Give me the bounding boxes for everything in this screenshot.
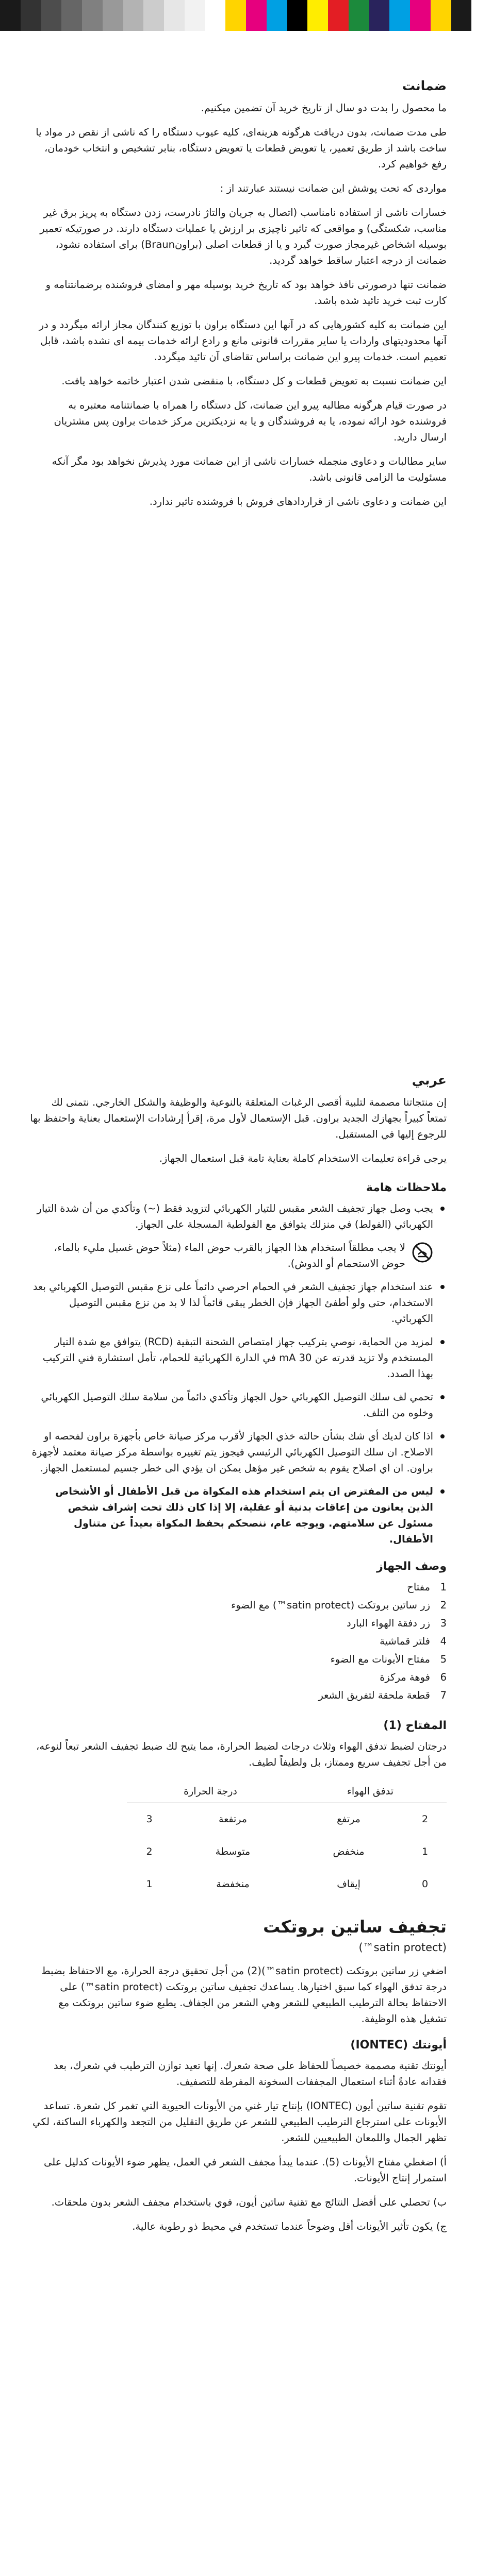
cell: 2	[146, 1846, 153, 1857]
note-item: تحمي لف سلك التوصيل الكهربائي حول الجهاز وتأكدي دائماً من سلامة سلك التوصيل الكهربائي وخلوه من التلف.	[29, 1389, 447, 1421]
color-swatch	[143, 0, 164, 31]
description-item	[29, 1615, 447, 1631]
description-item	[29, 1651, 447, 1667]
note-item-text: لا يجب مطلقاً استخدام هذا الجهاز بالقرب حوض الماء (مثلاً حوض غسيل مليء بالماء، حوض الاستحمام أو الدوش).	[54, 1242, 405, 1269]
col-airflow: تدفق الهواء	[294, 1781, 447, 1803]
table-row	[127, 1868, 447, 1901]
farsi-warranty-section	[29, 77, 447, 518]
farsi-paragraph: این ضمانت و دعاوی ناشی از قراردادهای فروش با فروشنده تاثیر ندارد.	[149, 496, 447, 507]
color-swatch	[267, 0, 287, 31]
cell: منخفض	[333, 1846, 365, 1857]
satin-protect-title: تجفيف ساتين بروتكت	[263, 1917, 447, 1937]
color-swatch	[369, 0, 390, 31]
arabic-intro: يرجى قراءة تعليمات الاستخدام كاملة بعناية تامة قبل استعمال الجهاز.	[159, 1153, 447, 1164]
item-number: 3	[440, 1617, 447, 1629]
note-item: عند استخدام جهاز تجفيف الشعر في الحمام احرصي دائماً على نزع مقبس التوصيل الكهربائي بعد الاستخدام، حتى ولو أطفئ الجهاز فإن الخطر يبقى قائماً لذا لا بد من نزع مقبس التوصيل الكهربائي.	[29, 1279, 447, 1327]
color-swatch	[0, 0, 21, 31]
switch-title: المفتاح (1)	[383, 1719, 447, 1732]
item-number: 7	[440, 1689, 447, 1701]
item-text: مفتاح	[407, 1581, 430, 1593]
color-swatch	[185, 0, 205, 31]
cell: منخفضة	[216, 1878, 250, 1890]
item-text: فوهة مركزة	[380, 1671, 430, 1683]
color-swatch	[82, 0, 103, 31]
description-item	[29, 1597, 447, 1613]
satin-protect-latin: (satin protect™)	[358, 1941, 447, 1954]
note-item: اذا كان لديك أي شك بشأن حالته خذي الجهاز لأقرب مركز صيانة خاص بأجهزة براون لفحصه او الاصلاح. ان سلك التوصيل الكهربائي الرئيسي فيجوز يتم تغييره بواسطة مركز صيانة معتمد لأجهزة براون. ان اي اصلاح يقوم به شخص غير مؤهل يمكن ان يؤدي الى خطر جسيم لمستعمل الجهاز.	[29, 1428, 447, 1476]
color-swatch	[41, 0, 62, 31]
item-text: قطعة ملحقة لتفريق الشعر	[318, 1689, 430, 1701]
color-swatch	[349, 0, 369, 31]
satin-protect-text: اضغي زر ساتين بروتكت (satin protect™)(2) من أجل تحقيق درجة الحرارة، مع الاحتفاظ بضبط درجة تدفق الهواء كما سبق اختيارها. يساعدك تجفيف ساتين بروتكت (satin protect™) على الاحتفاظ بحالة الترطيب الطبيعي للشعر وهي الشعر من الجفاف. يطبع ضوء ساتين بروتكت مع تشغيل هذه الوظيفة.	[41, 1965, 447, 2025]
cell: مرتفعة	[219, 1814, 247, 1825]
note-item: يجب وصل جهاز تجفيف الشعر مقبس للتيار الكهربائي لتزويد فقط (~) وتأكدي من أن شدة التيار الكهربائي (الفولط) في منزلك يتوافق مع الفولطية المسجلة على الجهاز.	[29, 1200, 447, 1232]
cell: مرتفع	[337, 1814, 360, 1825]
table-row	[127, 1803, 447, 1836]
switch-text: درجتان لضبط تدفق الهواء وثلاث درجات لضبط الحرارة، مما يتيح لك ضبط تجفيف الشعر تبعاً لنوعه، من أجل تجفيف سريع وممتاز، بل ولطيفاً لطيف.	[36, 1740, 447, 1768]
color-swatch	[307, 0, 328, 31]
cell: 1	[146, 1878, 153, 1890]
table-row	[127, 1836, 447, 1868]
farsi-paragraph: خسارات ناشی از استفاده نامناسب (اتصال به جریان والتاژ نادرست، زدن دستگاه به پریز برق غیر مناسب، شکستگی) و مواقعی که تاثیر ناچیزی بر ارزش یا عملیات دستگاه دارند. در صورتیکه تعمیر بوسیله اشخاص غیرمجاز صورت گیرد و یا از قطعات اصلی (براونBraun) برای استفاده نشود، ضمانت از درجه اعتبار ساقط خواهد گردید.	[40, 207, 447, 266]
iontec-text: أيونتك تقنية مصممة خصيصاً للحفاظ على صحة شعرك. إنها تعيد توازن الترطيب في شعرك، بعد فقدانه عادةً أثناء استعمال المجففات السخونة المفرطة للتصفيف.	[53, 2060, 447, 2088]
cell: 2	[421, 1814, 429, 1825]
description-item	[29, 1669, 447, 1685]
item-text: فلتر قماشية	[380, 1635, 430, 1647]
col-temperature: درجة الحرارة	[127, 1781, 294, 1803]
item-text: زر دفقة الهواء البارد	[346, 1617, 430, 1629]
cell: متوسطة	[215, 1846, 251, 1857]
color-swatch	[471, 0, 492, 31]
note-item: ليس من المفترض ان يتم استخدام هذه المكواة من قبل الأطفال أو الأشخاص الذين يعانون من إعاقات بدنية أو عقلية، إلا إذا كان ذلك تحت إشراف شخص مسئول عن سلامتهم. ويوجه عام، ننصحكم بحفظ المكواة بعيداً عن متناول الأطفال.	[29, 1483, 447, 1547]
farsi-paragraph: این ضمانت به کلیه کشورهایی که در آنها این دستگاه براون با توزیع کنندگان مجاز ارائه میگردد و در آنها محدودیتهای واردات یا سایر مقررات قانونی مانع و رادع ارائه خدمات بیمه ای نشده باشد، قابل تعمیم است. خدمات پیرو این ضمانت براساس تقاضای آن تائید میگردد.	[39, 319, 447, 363]
farsi-title: ضمانت	[402, 78, 447, 93]
color-swatch	[164, 0, 185, 31]
description-item	[29, 1687, 447, 1703]
color-swatch	[103, 0, 123, 31]
color-swatch	[410, 0, 431, 31]
color-swatch	[225, 0, 246, 31]
color-swatch	[328, 0, 349, 31]
iontec-title: أيونتك (IONTEC)	[350, 2039, 447, 2052]
description-item	[29, 1579, 447, 1595]
item-number: 2	[440, 1599, 447, 1611]
notes-title: ملاحظات هامة	[366, 1181, 447, 1194]
iontec-step: ب) تحصلي على أفضل النتائج مع تقنية ساتين أيون، فوي باستخدام مجفف الشعر بدون ملحقات.	[51, 2196, 447, 2208]
iontec-text: تقوم تقنية ساتين أيون (IONTEC) بإنتاج تيار غني من الأيونات الحيوية التي تغمر كل شعرة. تساعد الأيونات على استرجاع الترطيب الطبيعي للشعر عن طريق التقليل من التجعد والكهرباء الساكنة، لكي تظهر الجمال واللمعان الطبيعيين للشعر.	[32, 2100, 447, 2144]
iontec-step: أ) اضغطي مفتاح الأيونات (5). عندما يبدأ مجفف الشعر في العمل، يظهر ضوء الأيونات كدليل على استمرار إنتاج الأيونات.	[44, 2156, 447, 2184]
color-swatch	[246, 0, 267, 31]
cell: 3	[146, 1814, 153, 1825]
arabic-title: عربي	[412, 1073, 447, 1088]
farsi-paragraph: در صورت قیام هرگونه مطالبه پیرو این ضمانت، کل دستگاه را همراه با ضمانتنامه معتبره به فروشنده خود ارائه نموده، یا به فروشندگان و یا به نزدیکترین مرکز خدمات براون پس مشتریان ارسال دارید.	[54, 399, 447, 443]
item-number: 6	[440, 1671, 447, 1683]
description-list	[29, 1579, 447, 1703]
farsi-paragraph: این ضمانت نسبت به تعویض قطعات و کل دستگاه، با منقضی شدن اعتبار خاتمه خواهد یافت.	[61, 375, 447, 387]
cell: إيقاف	[337, 1878, 360, 1890]
item-number: 1	[440, 1581, 447, 1593]
item-text: مفتاح الأيونات مع الضوء	[330, 1653, 430, 1665]
note-item: لمزيد من الحماية، نوصي بتركيب جهاز امتصاص الشحنة التبقية (RCD) يتوافق مع شدة التيار المستخدم ولا تزيد قدرته عن 30 mA في الدارة الكهربائية للحمام، تأمل استشارة فني التركيب بهذا الصدد.	[29, 1334, 447, 1382]
color-swatch	[287, 0, 308, 31]
farsi-paragraph: ضمانت تنها درصورتی نافذ خواهد بود که تاریخ خرید بوسیله مهر و امضای فروشنده برضمانتنامه و کارت ثبت خرید تائید شده باشد.	[45, 279, 447, 307]
no-water-icon	[412, 1242, 433, 1263]
color-swatch	[205, 0, 226, 31]
cell: 0	[421, 1878, 429, 1890]
iontec-step: ج) يكون تأثير الأيونات أقل وضوحاً عندما تستخدم في محيط ذو رطوبة عالية.	[132, 2221, 447, 2232]
color-swatch	[389, 0, 410, 31]
item-number: 5	[440, 1653, 447, 1665]
cell: 1	[421, 1846, 429, 1857]
description-title: وصف الجهاز	[376, 1560, 447, 1573]
color-swatch	[123, 0, 144, 31]
important-notes-list	[29, 1200, 447, 1547]
farsi-paragraph: مواردی که تحت پوشش این ضمانت نیستند عبارتند از :	[220, 182, 447, 194]
color-calibration-bar	[0, 0, 492, 31]
note-item-warning	[29, 1240, 447, 1272]
farsi-paragraph: طی مدت ضمانت، بدون دریافت هرگونه هزینه‌ای، کلیه عیوب دستگاه را که ناشی از نقص در مواد یا ساخت باشد از طریق تعمیر، یا تعویض قطعات یا تعویض دستگاه، بنابر تشخیص و انتخاب خودمان، رفع خواهیم کرد.	[36, 126, 447, 170]
arabic-section	[29, 1072, 447, 2243]
settings-table	[127, 1781, 447, 1901]
color-swatch	[451, 0, 472, 31]
farsi-paragraph: سایر مطالبات و دعاوی منجمله خسارات ناشی از این ضمانت مورد پذیرش نخواهد بود مگر آنکه مسئولیت ما الزامی قانونی باشد.	[52, 455, 447, 483]
item-text: زر ساتين بروتكت (satin protect™) مع الضوء	[231, 1599, 430, 1611]
description-item	[29, 1633, 447, 1649]
arabic-intro: إن منتجاتنا مصممة لتلبية أقصى الرغبات المتعلقة بالنوعية والوظيفة والشكل الخارجي. نتمنى لك تمتعاً كبيراً بجهازك الجديد براون. قبل الإستعمال لأول مرة، إقرأ إرشادات الإستعمال بعناية واحتفظ بها للرجوع إليها في المستقبل.	[30, 1096, 447, 1140]
color-swatch	[61, 0, 82, 31]
color-swatch	[431, 0, 451, 31]
farsi-paragraph: ما محصول را بدت دو سال از تاریخ خرید آن تضمین میکنیم.	[201, 102, 447, 114]
item-number: 4	[440, 1635, 447, 1647]
color-swatch	[21, 0, 41, 31]
